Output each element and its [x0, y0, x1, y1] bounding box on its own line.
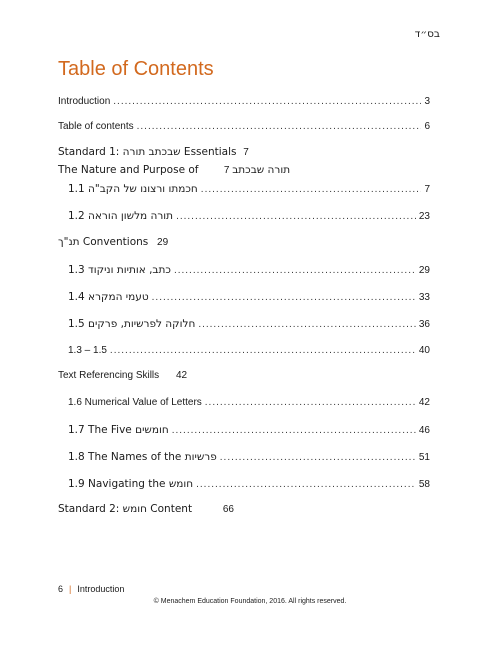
toc-page-number: 29 — [157, 237, 169, 248]
toc-entry-label: 1.9 Navigating the חומש — [68, 478, 194, 490]
toc-entry-1-4[interactable] — [68, 291, 430, 303]
page-title: Table of Contents — [58, 58, 214, 80]
toc-page-number: 6 — [424, 121, 430, 132]
toc-entry-label: Standard 2: חומש Content — [58, 503, 193, 515]
toc-entry-tanach-conventions[interactable] — [58, 236, 168, 248]
toc-entry-label: תנ"ך Conventions — [58, 236, 149, 248]
toc-page-number: 3 — [424, 96, 430, 107]
toc-entry-label: 1.1 חכמתו ורצונו של הקב"ה — [68, 183, 198, 195]
toc-entry-label: 1.4 טעמי המקרא — [68, 291, 149, 303]
toc-page-number: 7 — [243, 147, 249, 158]
toc-entry-label: Table of contents — [58, 121, 134, 132]
toc-dot-leader — [196, 479, 416, 490]
toc-entry-label: Text Referencing Skills — [58, 370, 160, 381]
toc-entry-text-referencing-skills[interactable] — [58, 370, 187, 381]
page-footer — [58, 584, 124, 594]
toc-entry-1-9[interactable] — [68, 478, 430, 490]
toc-entry-1-3-to-1-5[interactable] — [68, 345, 430, 356]
toc-page-number: 23 — [418, 211, 430, 222]
toc-entry-1-6[interactable] — [68, 397, 430, 408]
toc-page-number: 40 — [418, 345, 430, 356]
toc-entry-label: Introduction — [58, 96, 111, 107]
toc-entry-1-1[interactable] — [68, 183, 430, 195]
toc-dot-leader — [201, 184, 422, 195]
toc-entry-label: The Nature and Purpose of תורה שבכתב — [58, 164, 291, 176]
toc-dot-leader — [205, 397, 416, 408]
toc-entry-label: 1.8 The Names of the פרשיות — [68, 451, 217, 463]
copyright-notice: © Menachem Education Foundation, 2016. All rights reserved. — [153, 598, 347, 605]
toc-dot-leader — [137, 121, 422, 132]
toc-page-number: 29 — [418, 265, 430, 276]
toc-dot-leader — [110, 345, 416, 356]
footer-page-number: 6 — [58, 584, 64, 594]
toc-dot-leader — [198, 319, 416, 330]
toc-dot-leader — [176, 211, 416, 222]
toc-page-number: 42 — [418, 397, 430, 408]
toc-entry-nature-purpose[interactable] — [58, 164, 290, 176]
toc-page-number: 58 — [418, 479, 430, 490]
toc-entry-table-of-contents[interactable] — [58, 121, 430, 132]
toc-entry-label: 1.3 כתב, אותיות וניקוד — [68, 264, 171, 276]
toc-page-number: 36 — [418, 319, 430, 330]
toc-entry-label: 1.6 Numerical Value of Letters — [68, 397, 202, 408]
toc-entry-1-8[interactable] — [68, 451, 430, 463]
toc-dot-leader — [113, 96, 421, 107]
toc-entry-standard-1[interactable] — [58, 146, 249, 158]
toc-entry-introduction[interactable] — [58, 96, 430, 107]
toc-page-number: 7 — [223, 165, 230, 176]
toc-page-number: 66 — [222, 504, 234, 515]
footer-separator: | — [69, 584, 72, 594]
toc-entry-1-2[interactable] — [68, 210, 430, 222]
toc-entry-1-7[interactable] — [68, 424, 430, 436]
toc-entry-label: 1.3 – 1.5 — [68, 345, 107, 356]
toc-page-number: 42 — [175, 370, 188, 381]
toc-entry-label: 1.2 תורה מלשון הוראה — [68, 210, 174, 222]
toc-entry-standard-2[interactable] — [58, 503, 234, 515]
toc-entry-label: Standard 1: שבכתב תורה Essentials — [58, 146, 237, 158]
toc-dot-leader — [220, 452, 416, 463]
toc-entry-label: 1.5 חלוקה לפרשיות, פרקים — [68, 318, 196, 330]
hebrew-header-mark: בס״ד — [414, 28, 440, 40]
toc-page-number: 46 — [418, 425, 430, 436]
toc-dot-leader — [174, 265, 416, 276]
toc-entry-1-5[interactable] — [68, 318, 430, 330]
toc-dot-leader — [172, 425, 416, 436]
footer-section-name: Introduction — [77, 584, 125, 594]
toc-entry-1-3[interactable] — [68, 264, 430, 276]
toc-page-number: 33 — [418, 292, 430, 303]
toc-entry-label: 1.7 The Five חומשים — [68, 424, 169, 436]
toc-page-number: 7 — [424, 184, 430, 195]
toc-dot-leader — [152, 292, 416, 303]
toc-page-number: 51 — [418, 452, 430, 463]
